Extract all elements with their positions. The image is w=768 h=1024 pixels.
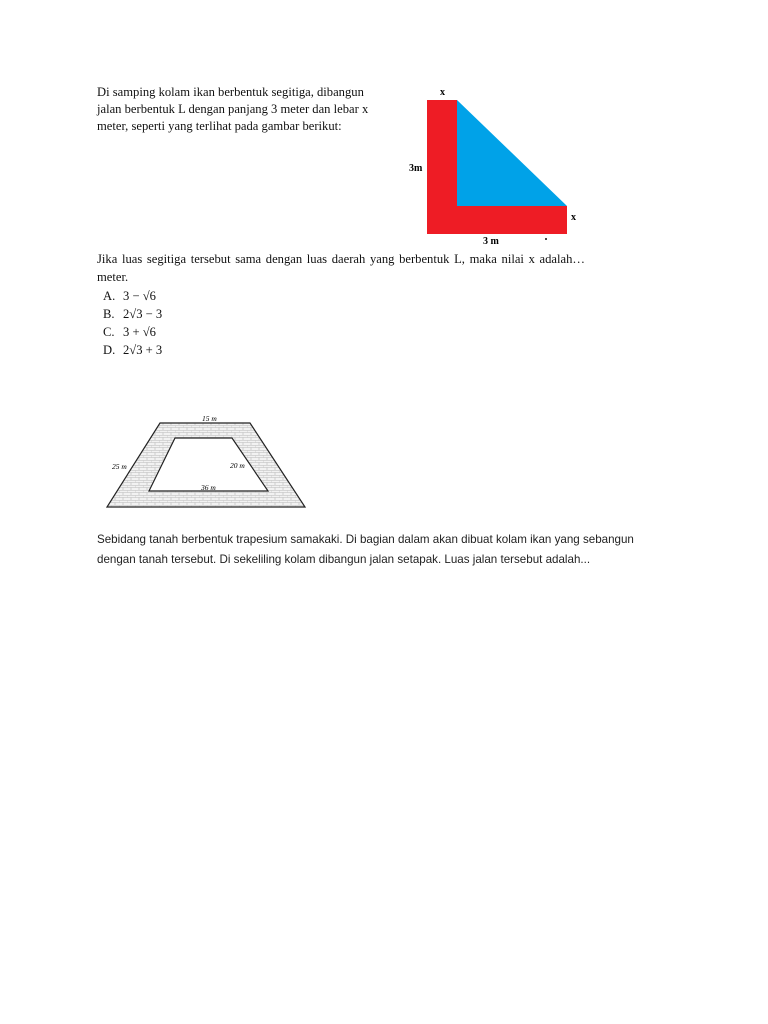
label-bottom-3m: 3 m — [483, 236, 499, 247]
option-letter: D. — [103, 343, 116, 357]
problem1-question: Jika luas segitiga tersebut sama dengan luas daerah yang berbentuk L, maka nilai x adalah…meter. — [97, 252, 585, 284]
text-line: Sebidang tanah berbentuk trapesium samakaki. Di bagian dalam akan dibuat kolam ikan yang sebangun — [97, 533, 634, 546]
option-letter: C. — [103, 325, 115, 339]
triangle-pond — [457, 100, 567, 206]
answer-options — [103, 287, 162, 359]
trapezoid-figure — [95, 410, 325, 515]
option-text: 2√3 + 3 — [123, 343, 163, 357]
label-inner-right: 20 m — [230, 461, 245, 470]
intro-line: Di samping kolam ikan berbentuk segitiga, dibangun — [97, 85, 364, 99]
intro-line: jalan berbentuk L dengan panjang 3 meter dan lebar x — [97, 102, 369, 116]
label-top-x: x — [440, 87, 445, 98]
label-left: 25 m — [112, 462, 127, 471]
option-d[interactable] — [103, 341, 162, 359]
label-inner-bottom: 36 m — [201, 483, 216, 492]
option-c[interactable] — [103, 323, 162, 341]
label-top: 15 m — [202, 414, 217, 423]
option-letter: B. — [103, 307, 115, 321]
label-right-x: x — [571, 212, 576, 223]
stray-dot — [545, 238, 547, 240]
intro-line: meter, seperti yang terlihat pada gambar berikut: — [97, 119, 342, 133]
label-side-3m: 3m — [409, 163, 423, 174]
option-letter: A. — [103, 289, 116, 303]
text-line: dengan tanah tersebut. Di sekeliling kolam dibangun jalan setapak. Luas jalan tersebut adalah... — [97, 553, 591, 566]
l-path-triangle-figure — [405, 84, 590, 249]
option-text: 3 − √6 — [123, 289, 156, 303]
option-a[interactable] — [103, 287, 162, 305]
problem1-intro — [97, 84, 397, 135]
option-b[interactable] — [103, 305, 162, 323]
problem2-text — [97, 530, 657, 570]
option-text: 3 + √6 — [123, 325, 156, 339]
option-text: 2√3 − 3 — [123, 307, 163, 321]
